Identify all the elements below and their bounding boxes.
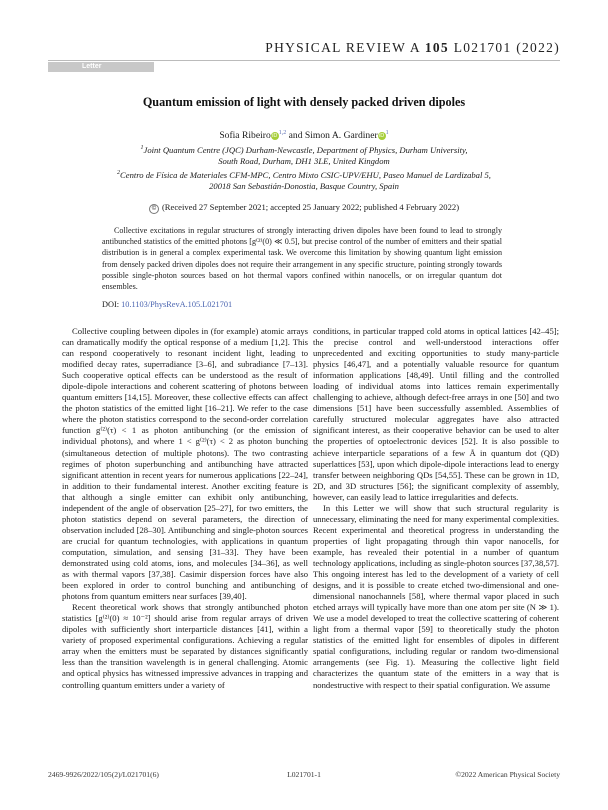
- author-name[interactable]: Sofia Ribeiro: [219, 130, 271, 141]
- body-column-right: [313, 326, 559, 691]
- header-rule: [48, 60, 560, 61]
- journal-name: PHYSICAL REVIEW A: [265, 40, 421, 55]
- author-name[interactable]: Simon A. Gardiner: [304, 130, 378, 141]
- affiliation-number: 1: [140, 145, 144, 151]
- doi-label: DOI:: [102, 300, 120, 309]
- affiliation-number: 2: [117, 170, 121, 176]
- footer-issn: 2469-9926/2022/105(2)/L021701(6): [48, 770, 159, 779]
- author-affiliation-ref[interactable]: 1: [385, 130, 389, 136]
- affiliation-line: Joint Quantum Centre (JQC) Durham-Newcastle, Department of Physics, Durham University,: [143, 144, 468, 155]
- body-paragraph: Recent theoretical work shows that strongly antibunched photon statistics [g⁽²⁾(0) ≈ 10⁻²] should arise from regular arrays of driven dipoles with sufficiently short interparticle distances [41], within a variety of proposed experimental configurations. Achieving a regular array when the emitters must be separated by distances significantly less than the transition wavelength is in general challenging. Atomic and optical physics has witnessed impressive advances in trapping and controlling quantum emitters under a variety of: [62, 602, 308, 690]
- dates-text: (Received 27 September 2021; accepted 25 January 2022; published 4 February 2022): [161, 202, 460, 212]
- body-paragraph: conditions, in particular trapped cold atoms in optical lattices [42–45]; the precise control and well-understood interactions offer unprecedented and exciting opportunities to study many-particle physics [46,47], and a potentially valuable resource for quantum information applications [48,49]. Until filling and the controlled loading of individual atoms into lattices remain experimentally challenging to achieve, although defect-free arrays in one [50] and two dimensions [51] have been successfully assembled. Assemblies of carefully structured molecular aggregates have also attracted significant interest, as their cooperative behavior can be used to alter the properties of optoelectronic devices [52]. It is also possible to achieve interparticle separations of a few Å in quantum dot (QD) superlattices [53], upon which dipole-dipole interactions lead to energy transfer between neighboring QDs [54,55]. These can be grown in 1D, 2D, and 3D structures [56]; the significant complexity of assembly, however, can easily lead to lattice irregularities and defects.: [313, 326, 559, 502]
- affiliation-line: South Road, Durham, DH1 3LE, United Kingdom: [218, 156, 390, 167]
- doi-line: [102, 300, 232, 309]
- affiliation-line: Centro de Física de Materiales CFM-MPC, Centro Mixto CSIC-UPV/EHU, Paseo Manuel de Lardizabal 5,: [120, 169, 491, 180]
- body-column-left: [62, 326, 308, 691]
- affiliation-line: 20018 San Sebastián-Donostia, Basque Country, Spain: [209, 181, 399, 192]
- section-tag: Letter: [48, 62, 154, 72]
- footer-copyright: ©2022 American Physical Society: [455, 770, 560, 779]
- article-id: L021701 (2022): [453, 40, 560, 55]
- journal-volume: 105: [424, 40, 449, 55]
- orcid-icon[interactable]: iD: [379, 133, 385, 139]
- journal-header: [265, 40, 560, 56]
- author-connector: and: [288, 130, 303, 141]
- body-paragraph: Collective coupling between dipoles in (for example) atomic arrays can dramatically modify the optical response of a medium [1,2]. This can respond cooperatively to resonant incident light, leading to modified decay rates, superradiance [3–6], and subradiance [7–13]. Such cooperative optical effects can be understood as the result of dipole-dipole interactions and coherent scattering of photons between quantum emitters [14,15]. Moreover, these collective effects can affect the photon statistics of the emitted light [16–21]. We refer to the case where the photon statistics correspond to the second-order correlation function g⁽²⁾(τ) < 1 as photon antibunching (or the emission of individual photons), and where 1 < g⁽²⁾(τ) < 2 as photon bunching (simultaneous detection of multiple photons). The two contrasting regimes of photon superbunching and antibunching have attracted significant attention in recent years for numerous applications [22–24], in addition to their fundamental interest. Another exciting feature is that although a single emitter can exhibit only antibunching, independent of the angle of observation [25–27], for two emitters, the photon statistics depend on several parameters, the direction of observation included [28–30]. Antibunching and single-photon sources are crucial for quantum technologies, with applications in quantum computation, simulation, and sensing [31–33]. They have been demonstrated using cold atoms, ions, and molecules [34–36], as well as with thermal vapors [37,38]. Casimir dispersion forces have also been explored in order to control bunching and antibunching of photons from quantum emitters near surfaces [39,40].: [62, 326, 308, 602]
- open-access-icon: ©: [149, 204, 159, 214]
- affiliation-2: [0, 168, 608, 193]
- paper-title: Quantum emission of light with densely packed driven dipoles: [142, 95, 466, 109]
- footer-page-number: L021701-1: [287, 770, 321, 779]
- body-paragraph: In this Letter we will show that such structural regularity is unnecessary, eliminating the need for many experimental complexities. Recent experimental and theoretical progress in understanding the properties of light propagating through thin vapor nanocells, for example, has revealed their potential in a number of quantum technology applications, including as single-photon sources [37,38,57]. This ongoing interest has led to the development of a variety of cell designs, and it is possible to create etched two-dimensional and one-dimensional nanochannels [58], where thermal vapor placed in such etched arrays will typically have more than one atom per site (N ≫ 1). We use a model developed to treat the collective scattering of coherent light from a thermal vapor [59] to theoretically study the photon statistics of the emitted light for ensembles of dipoles in different spatial configurations, including regular or random two-dimensional arrangements (see Fig. 1). Measuring the collective light field characterizes the quantum state of the emitters in a way that is nondestructive with respect to their spatial configuration. We assume: [313, 502, 559, 690]
- doi-link[interactable]: 10.1103/PhysRevA.105.L021701: [121, 300, 233, 309]
- affiliation-1: [0, 143, 608, 168]
- publication-dates: [0, 202, 608, 214]
- author-affiliation-ref[interactable]: 1,2: [278, 130, 287, 136]
- abstract: Collective excitations in regular structures of strongly interacting driven dipoles have been found to lead to strongly antibunched statistics of the emitted photons [g⁽²⁾(0) ≪ 0.5], but precise control of the number of emitters and their spatial distribution is in general a complex experimental task. We overcome this limitation by showing quantum light emission from densely packed driven dipoles does not require their arrangement in any specific structure, pointing strongly towards possible single-photon sources based on hot thermal vapors confined within nanocells, or on irregular quantum dot ensembles.: [102, 226, 502, 292]
- author-list: [0, 130, 608, 141]
- orcid-icon[interactable]: iD: [272, 133, 278, 139]
